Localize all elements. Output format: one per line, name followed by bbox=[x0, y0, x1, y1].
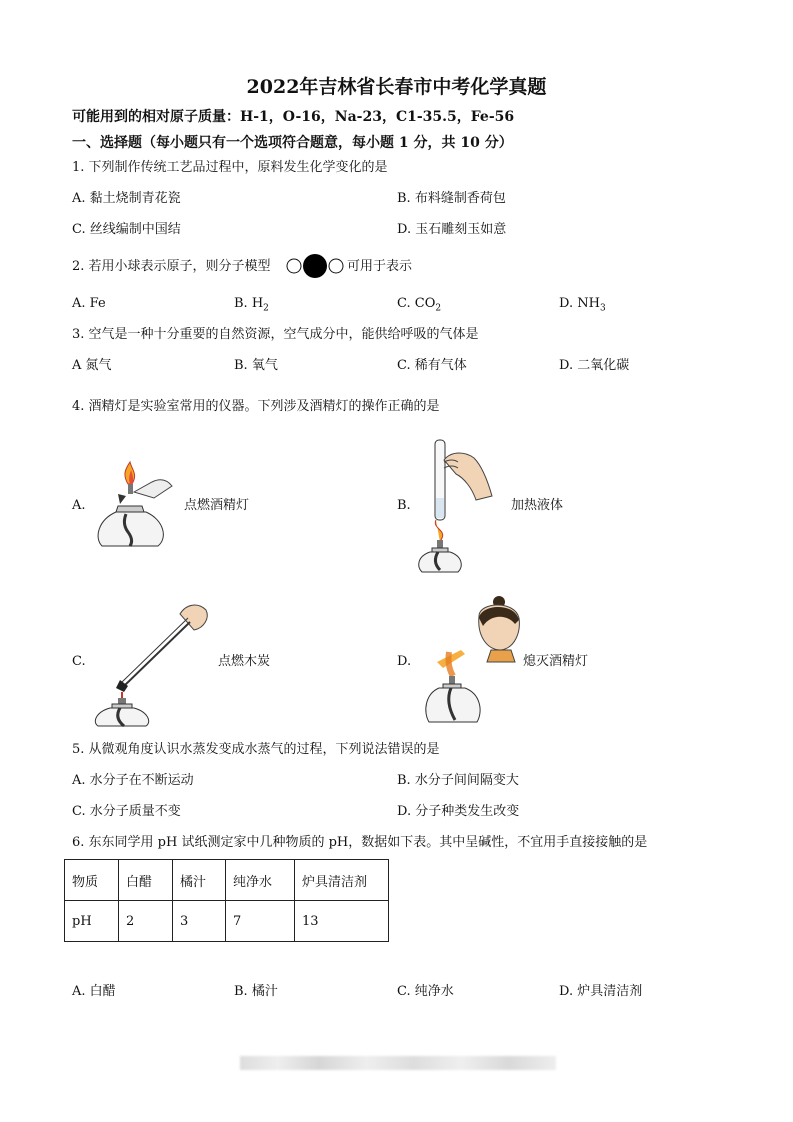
table-cell: 炉具清洁剂 bbox=[295, 860, 389, 901]
q6-option-b: B. 橘汁 bbox=[234, 984, 278, 999]
table-row bbox=[65, 901, 389, 942]
q2-option-d: D. $NH_3$ bbox=[559, 296, 606, 314]
lighting-lamp-with-lamp-icon bbox=[92, 462, 182, 554]
table-cell: 3 bbox=[173, 901, 226, 942]
table-cell: 13 bbox=[295, 901, 389, 942]
table-cell: 白醋 bbox=[119, 860, 173, 901]
table-header-row bbox=[65, 860, 389, 901]
blowing-out-lamp-icon bbox=[425, 592, 525, 728]
table-cell: pH bbox=[65, 901, 119, 942]
ph-table bbox=[64, 859, 389, 942]
heating-test-tube-icon bbox=[418, 438, 498, 574]
q4-option-a-caption: 点燃酒精灯 bbox=[184, 498, 250, 513]
q1-stem: 1. 下列制作传统工艺品过程中，原料发生化学变化的是 bbox=[72, 160, 388, 175]
blurred-footer-watermark bbox=[240, 1056, 556, 1070]
q3-option-d: D. 二氧化碳 bbox=[559, 358, 630, 373]
table-cell: 物质 bbox=[65, 860, 119, 901]
q6-stem: 6. 东东同学用 pH 试纸测定家中几种物质的 pH，数据如下表。其中呈碱性，不宜用手直接接触的是 bbox=[72, 835, 648, 850]
q2-stem-before: 2. 若用小球表示原子，则分子模型 bbox=[72, 259, 271, 274]
q2-option-c: C. $CO_2$ bbox=[397, 296, 442, 314]
q3-stem: 3. 空气是一种十分重要的自然资源，空气成分中，能供给呼吸的气体是 bbox=[72, 327, 479, 342]
q1-option-c: C. 丝线编制中国结 bbox=[72, 222, 181, 237]
q2-option-b: B. $H_2$ bbox=[234, 296, 269, 314]
q2-option-a: A. Fe bbox=[72, 296, 106, 311]
q6-option-c: C. 纯净水 bbox=[397, 984, 454, 999]
q1-option-a: A. 黏土烧制青花瓷 bbox=[72, 191, 181, 206]
q4-option-a-letter: A. bbox=[72, 498, 86, 513]
q4-option-b-letter: B. bbox=[397, 498, 411, 513]
q5-option-b: B. 水分子间间隔变大 bbox=[397, 773, 519, 788]
q1-option-b: B. 布料缝制香荷包 bbox=[397, 191, 506, 206]
atomic-masses-line: 可能用到的相对原子质量：H-1，O-16，Na-23，C1-35.5，Fe-56 bbox=[72, 109, 515, 125]
table-cell: 7 bbox=[226, 901, 295, 942]
lighting-charcoal-icon bbox=[96, 600, 216, 728]
q5-option-d: D. 分子种类发生改变 bbox=[397, 804, 520, 819]
q5-option-c: C. 水分子质量不变 bbox=[72, 804, 181, 819]
q4-option-d-letter: D. bbox=[397, 654, 412, 669]
q3-option-c: C. 稀有气体 bbox=[397, 358, 467, 373]
q1-option-d: D. 玉石雕刻玉如意 bbox=[397, 222, 507, 237]
q5-stem: 5. 从微观角度认识水蒸发变成水蒸气的过程，下列说法错误的是 bbox=[72, 742, 440, 757]
q3-option-b: B. 氧气 bbox=[234, 358, 278, 373]
section-heading: 一、选择题（每小题只有一个选项符合题意，每小题 1 分，共 10 分） bbox=[72, 135, 513, 151]
table-cell: 橘汁 bbox=[173, 860, 226, 901]
q5-option-a: A. 水分子在不断运动 bbox=[72, 773, 194, 788]
q4-option-c-letter: C. bbox=[72, 654, 86, 669]
molecule-model-icon bbox=[285, 254, 345, 278]
q6-option-d: D. 炉具清洁剂 bbox=[559, 984, 643, 999]
q4-option-b-caption: 加热液体 bbox=[511, 498, 564, 513]
q4-option-c-caption: 点燃木炭 bbox=[218, 654, 271, 669]
table-cell: 纯净水 bbox=[226, 860, 295, 901]
q2-stem-after: 可用于表示 bbox=[347, 259, 413, 274]
q3-option-a: A 氮气 bbox=[72, 358, 112, 373]
q4-stem: 4. 酒精灯是实验室常用的仪器。下列涉及酒精灯的操作正确的是 bbox=[72, 399, 440, 414]
table-cell: 2 bbox=[119, 901, 173, 942]
page-title: 2022年吉林省长春市中考化学真题 bbox=[246, 76, 547, 98]
q4-option-d-caption: 熄灭酒精灯 bbox=[523, 654, 589, 669]
q6-option-a: A. 白醋 bbox=[72, 984, 116, 999]
